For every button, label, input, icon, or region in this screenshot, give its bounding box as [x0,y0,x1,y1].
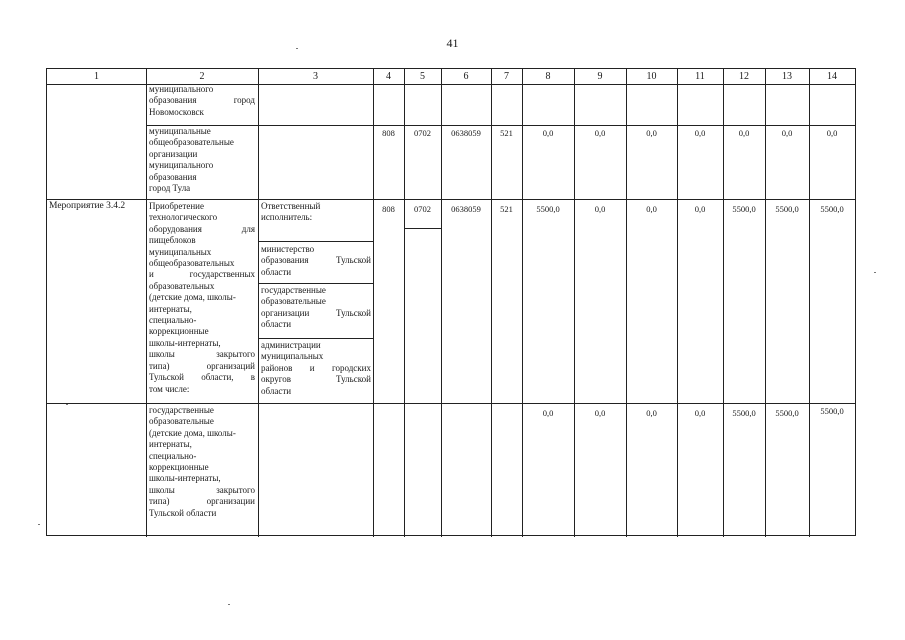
col-divider [765,69,766,537]
row-divider [258,338,373,339]
col-header-8: 8 [545,71,551,82]
row3-val-8: 5500,0 [536,204,560,214]
col-header-3: 3 [313,71,318,82]
col-divider [626,69,627,537]
col-divider [404,69,405,537]
scan-speck [296,48,298,49]
row3-val-11: 0,0 [694,204,706,214]
row3-vr: 521 [500,204,513,214]
scan-speck [66,404,68,405]
row4-col2-text: государственные образовательные (детские дома, школы- интернаты, специально- коррекционные школы-интернаты, школы закрытого типа) организации Тульской области [149,405,255,518]
col-divider [146,69,147,537]
row4-val-9: 0,0 [594,408,606,418]
row-divider [258,283,373,284]
col-header-13: 13 [782,71,792,82]
col-header-5: 5 [420,71,425,82]
col-header-2: 2 [199,71,205,82]
row4-val-14: 5500,0 [820,406,844,416]
col-divider [258,69,259,537]
row3-val-12: 5500,0 [732,204,756,214]
row2-val-9: 0,0 [594,128,606,138]
row2-val-8: 0,0 [542,128,554,138]
row4-val-11: 0,0 [694,408,706,418]
budget-table [46,68,856,536]
row4-val-12: 5500,0 [732,408,756,418]
row2-val-14: 0,0 [826,128,838,138]
row3-val-10: 0,0 [646,204,657,214]
row3-csr: 0638059 [451,204,481,214]
row2-rzpr: 0702 [414,128,431,138]
col-divider [723,69,724,537]
row2-csr: 0638059 [451,128,481,138]
row2-kgrbs: 808 [382,128,395,138]
col-header-12: 12 [739,71,749,82]
row4-val-13: 5500,0 [775,408,799,418]
col-header-11: 11 [695,71,705,82]
col-divider [677,69,678,537]
municipal-administrations-label: администрации муниципальных районов и городских округов Тульской области [261,340,371,396]
row3-val-14: 5500,0 [820,204,844,214]
col-header-4: 4 [386,71,391,82]
col-divider [522,69,523,537]
row3-val-13: 5500,0 [775,204,799,214]
row-divider [47,403,855,404]
row2-val-12: 0,0 [738,128,750,138]
col-divider [809,69,810,537]
col-header-7: 7 [504,71,509,82]
col-divider [441,69,442,537]
scan-speck [228,604,230,605]
row3-rzpr: 0702 [414,204,431,214]
col-header-1: 1 [94,71,99,82]
col-divider [373,69,374,537]
row3-kgrbs: 808 [382,204,395,214]
row1-col2-text: муниципального образования город Новомосковск [149,84,255,117]
row-divider [404,228,441,229]
row2-val-11: 0,0 [694,128,706,138]
row-divider [258,241,373,242]
col-divider [491,69,492,537]
scan-speck [38,524,40,525]
col-header-6: 6 [463,71,469,82]
scan-speck [874,272,876,273]
col-header-10: 10 [646,71,657,82]
col-header-9: 9 [597,71,603,82]
state-organizations-label: государственные образовательные организации Тульской области [261,285,371,330]
row3-val-9: 0,0 [594,204,606,214]
col-header-14: 14 [827,71,837,82]
row2-col2-text: муниципальные общеобразовательные организации муниципального образования город Тула [149,126,234,194]
row2-val-13: 0,0 [781,128,793,138]
measure-label: Мероприятие 3.4.2 [49,201,126,211]
row4-val-10: 0,0 [646,408,657,418]
col-divider [574,69,575,537]
row3-col2-text: Приобретение технологического оборудования для пищеблоков муниципальных общеобразовательных и государственных образовательных (детские дома, школы- интернаты, специально- коррекционные школы-интернаты, школы закрытого типа) организаций Тульской области, в том числе: [149,201,255,394]
row-divider [47,199,855,200]
page-number: 41 [446,36,459,50]
row2-vr: 521 [500,128,513,138]
responsible-executor-label: Ответственный исполнитель: [261,201,321,223]
ministry-label: министерство образования Тульской области [261,244,371,277]
row2-val-10: 0,0 [646,128,657,138]
row4-val-8: 0,0 [542,408,554,418]
